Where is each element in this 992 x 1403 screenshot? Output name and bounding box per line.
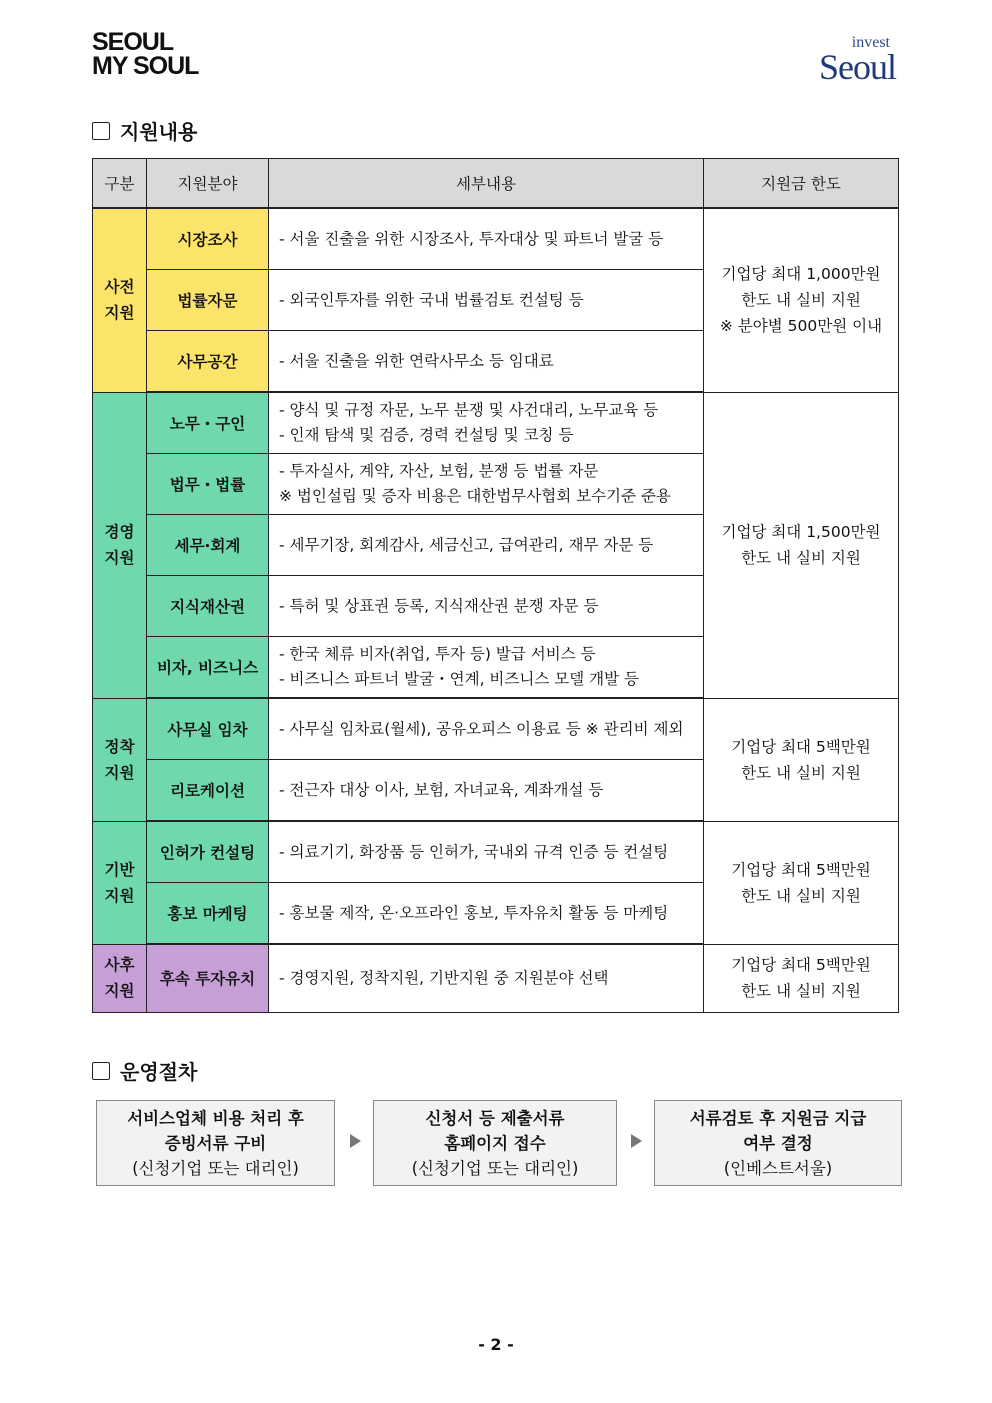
detail-cell [269, 331, 704, 393]
col-header-field: 지원분야 [147, 159, 269, 209]
detail-line: - 홍보물 제작, 온·오프라인 홍보, 투자유치 활동 등 마케팅 [279, 903, 669, 922]
detail-line: - 세무기장, 회계감사, 세금신고, 급여관리, 재무 자문 등 [279, 535, 654, 554]
field-cell: 노무・구인 [147, 392, 269, 454]
field-cell: 법무・법률 [147, 454, 269, 515]
field-cell: 시장조사 [147, 208, 269, 270]
support-section-title [92, 116, 197, 145]
category-cell [93, 698, 147, 821]
limit-line: 기업당 최대 1,000만원 [721, 265, 881, 284]
detail-line: - 한국 체류 비자(취업, 투자 등) 발급 서비스 등 [279, 645, 596, 663]
detail-cell [269, 392, 704, 454]
field-cell: 후속 투자유치 [147, 944, 269, 1012]
limit-line: 한도 내 실비 지원 [741, 886, 861, 905]
detail-line: - 비즈니스 파트너 발굴・연계, 비즈니스 모델 개발 등 [279, 670, 639, 688]
step-line-bold: 홈페이지 접수 [444, 1133, 546, 1153]
limit-cell [704, 392, 899, 698]
field-cell: 지식재산권 [147, 576, 269, 637]
arrow-right-icon [631, 1134, 642, 1148]
step-line-bold: 여부 결정 [743, 1133, 813, 1153]
detail-cell [269, 698, 704, 760]
col-header-category: 구분 [93, 159, 147, 209]
category-text: 경영 [104, 523, 135, 541]
page-number: - 2 - [478, 1335, 514, 1354]
table-row [93, 944, 899, 1012]
field-cell: 홍보 마케팅 [147, 883, 269, 945]
field-cell: 인허가 컨설팅 [147, 821, 269, 883]
checkbox-square-icon [92, 1062, 110, 1080]
table-row [93, 698, 899, 760]
step-line-bold: 서류검토 후 지원금 지급 [689, 1108, 867, 1128]
category-text: 지원 [104, 549, 135, 567]
detail-line: - 경영지원, 정착지원, 기반지원 중 지원분야 선택 [279, 968, 609, 987]
step-line: (신청기업 또는 대리인) [132, 1158, 299, 1178]
step-line: (인베스트서울) [723, 1158, 833, 1178]
category-text: 지원 [104, 763, 135, 782]
limit-line: ※ 분야별 500만원 이내 [719, 317, 883, 336]
logo-line-1: SEOUL [92, 28, 174, 56]
category-text: 기반 [104, 860, 135, 879]
field-cell: 사무공간 [147, 331, 269, 393]
detail-cell [269, 270, 704, 331]
detail-cell [269, 944, 704, 1012]
table-row [93, 208, 899, 270]
category-text: 지원 [104, 982, 135, 1000]
procedure-title-text: 운영절차 [120, 1060, 198, 1084]
table-header-row [93, 159, 899, 209]
procedure-step-2 [373, 1100, 617, 1186]
arrow-right-icon [350, 1134, 361, 1148]
detail-line: - 의료기기, 화장품 등 인허가, 국내외 규격 인증 등 컨설팅 [279, 842, 669, 861]
detail-line: - 특허 및 상표권 등록, 지식재산권 분쟁 자문 등 [279, 596, 599, 615]
step-line-bold: 증빙서류 구비 [164, 1133, 267, 1153]
support-title-text: 지원내용 [120, 120, 198, 144]
procedure-step-3 [654, 1100, 902, 1186]
detail-cell [269, 515, 704, 576]
detail-cell [269, 576, 704, 637]
limit-cell [704, 821, 899, 944]
detail-line: ※ 법인설립 및 증자 비용은 대한법무사협회 보수기준 준용 [279, 487, 671, 505]
detail-line: - 서울 진출을 위한 시장조사, 투자대상 및 파트너 발굴 등 [279, 229, 664, 248]
detail-line: - 전근자 대상 이사, 보험, 자녀교육, 계좌개설 등 [279, 780, 604, 799]
category-text: 정착 [104, 737, 135, 756]
step-line-bold: 신청서 등 제출서류 [425, 1108, 565, 1128]
col-header-detail: 세부내용 [269, 159, 704, 209]
category-cell [93, 944, 147, 1012]
detail-line: - 투자실사, 계약, 자산, 보험, 분쟁 등 법률 자문 [279, 462, 599, 480]
category-text: 사후 [104, 956, 135, 974]
field-cell: 사무실 임차 [147, 698, 269, 760]
detail-cell [269, 883, 704, 945]
limit-line: 한도 내 실비 지원 [741, 549, 861, 567]
invest-logo-big: Seoul [818, 47, 896, 87]
category-cell [93, 821, 147, 944]
limit-line: 기업당 최대 5백만원 [731, 737, 871, 756]
limit-line: 기업당 최대 5백만원 [731, 956, 871, 974]
procedure-section-title [92, 1056, 197, 1085]
category-cell [93, 208, 147, 392]
detail-line: - 인재 탐색 및 검증, 경력 컨설팅 및 코칭 등 [279, 426, 574, 444]
limit-line: 기업당 최대 1,500만원 [721, 523, 881, 541]
limit-line: 한도 내 실비 지원 [741, 763, 861, 782]
limit-line: 한도 내 실비 지원 [741, 291, 861, 310]
detail-cell [269, 760, 704, 822]
category-text: 사전 [104, 278, 135, 297]
limit-cell [704, 208, 899, 392]
col-header-limit: 지원금 한도 [704, 159, 899, 209]
invest-seoul-logo [818, 34, 896, 87]
field-cell: 세무·회계 [147, 515, 269, 576]
table-row [93, 821, 899, 883]
field-cell: 리로케이션 [147, 760, 269, 822]
field-cell: 법률자문 [147, 270, 269, 331]
invest-logo-small: invest [851, 34, 890, 51]
category-text: 지원 [104, 886, 135, 905]
detail-cell [269, 821, 704, 883]
table-row [93, 392, 899, 454]
category-cell [93, 392, 147, 698]
step-line-bold: 서비스업체 비용 처리 후 [127, 1108, 304, 1128]
procedure-flow [96, 1100, 902, 1186]
limit-line: 한도 내 실비 지원 [741, 982, 861, 1000]
seoul-my-soul-logo [92, 28, 199, 82]
logo-line-2: MY SOUL [92, 52, 199, 80]
procedure-step-1 [96, 1100, 335, 1186]
limit-cell [704, 944, 899, 1012]
detail-cell [269, 208, 704, 270]
checkbox-square-icon [92, 122, 110, 140]
detail-line: - 사무실 임차료(월세), 공유오피스 이용료 등 ※ 관리비 제외 [279, 719, 684, 738]
step-line: (신청기업 또는 대리인) [411, 1158, 579, 1178]
detail-line: - 양식 및 규정 자문, 노무 분쟁 및 사건대리, 노무교육 등 [279, 401, 659, 419]
detail-line: - 외국인투자를 위한 국내 법률검토 컨설팅 등 [279, 290, 584, 309]
limit-cell [704, 698, 899, 821]
category-text: 지원 [104, 304, 135, 323]
detail-line: - 서울 진출을 위한 연락사무소 등 임대료 [279, 351, 554, 370]
support-table [92, 158, 899, 1013]
limit-line: 기업당 최대 5백만원 [731, 860, 871, 879]
detail-cell [269, 637, 704, 699]
field-cell: 비자, 비즈니스 [147, 637, 269, 699]
detail-cell [269, 454, 704, 515]
